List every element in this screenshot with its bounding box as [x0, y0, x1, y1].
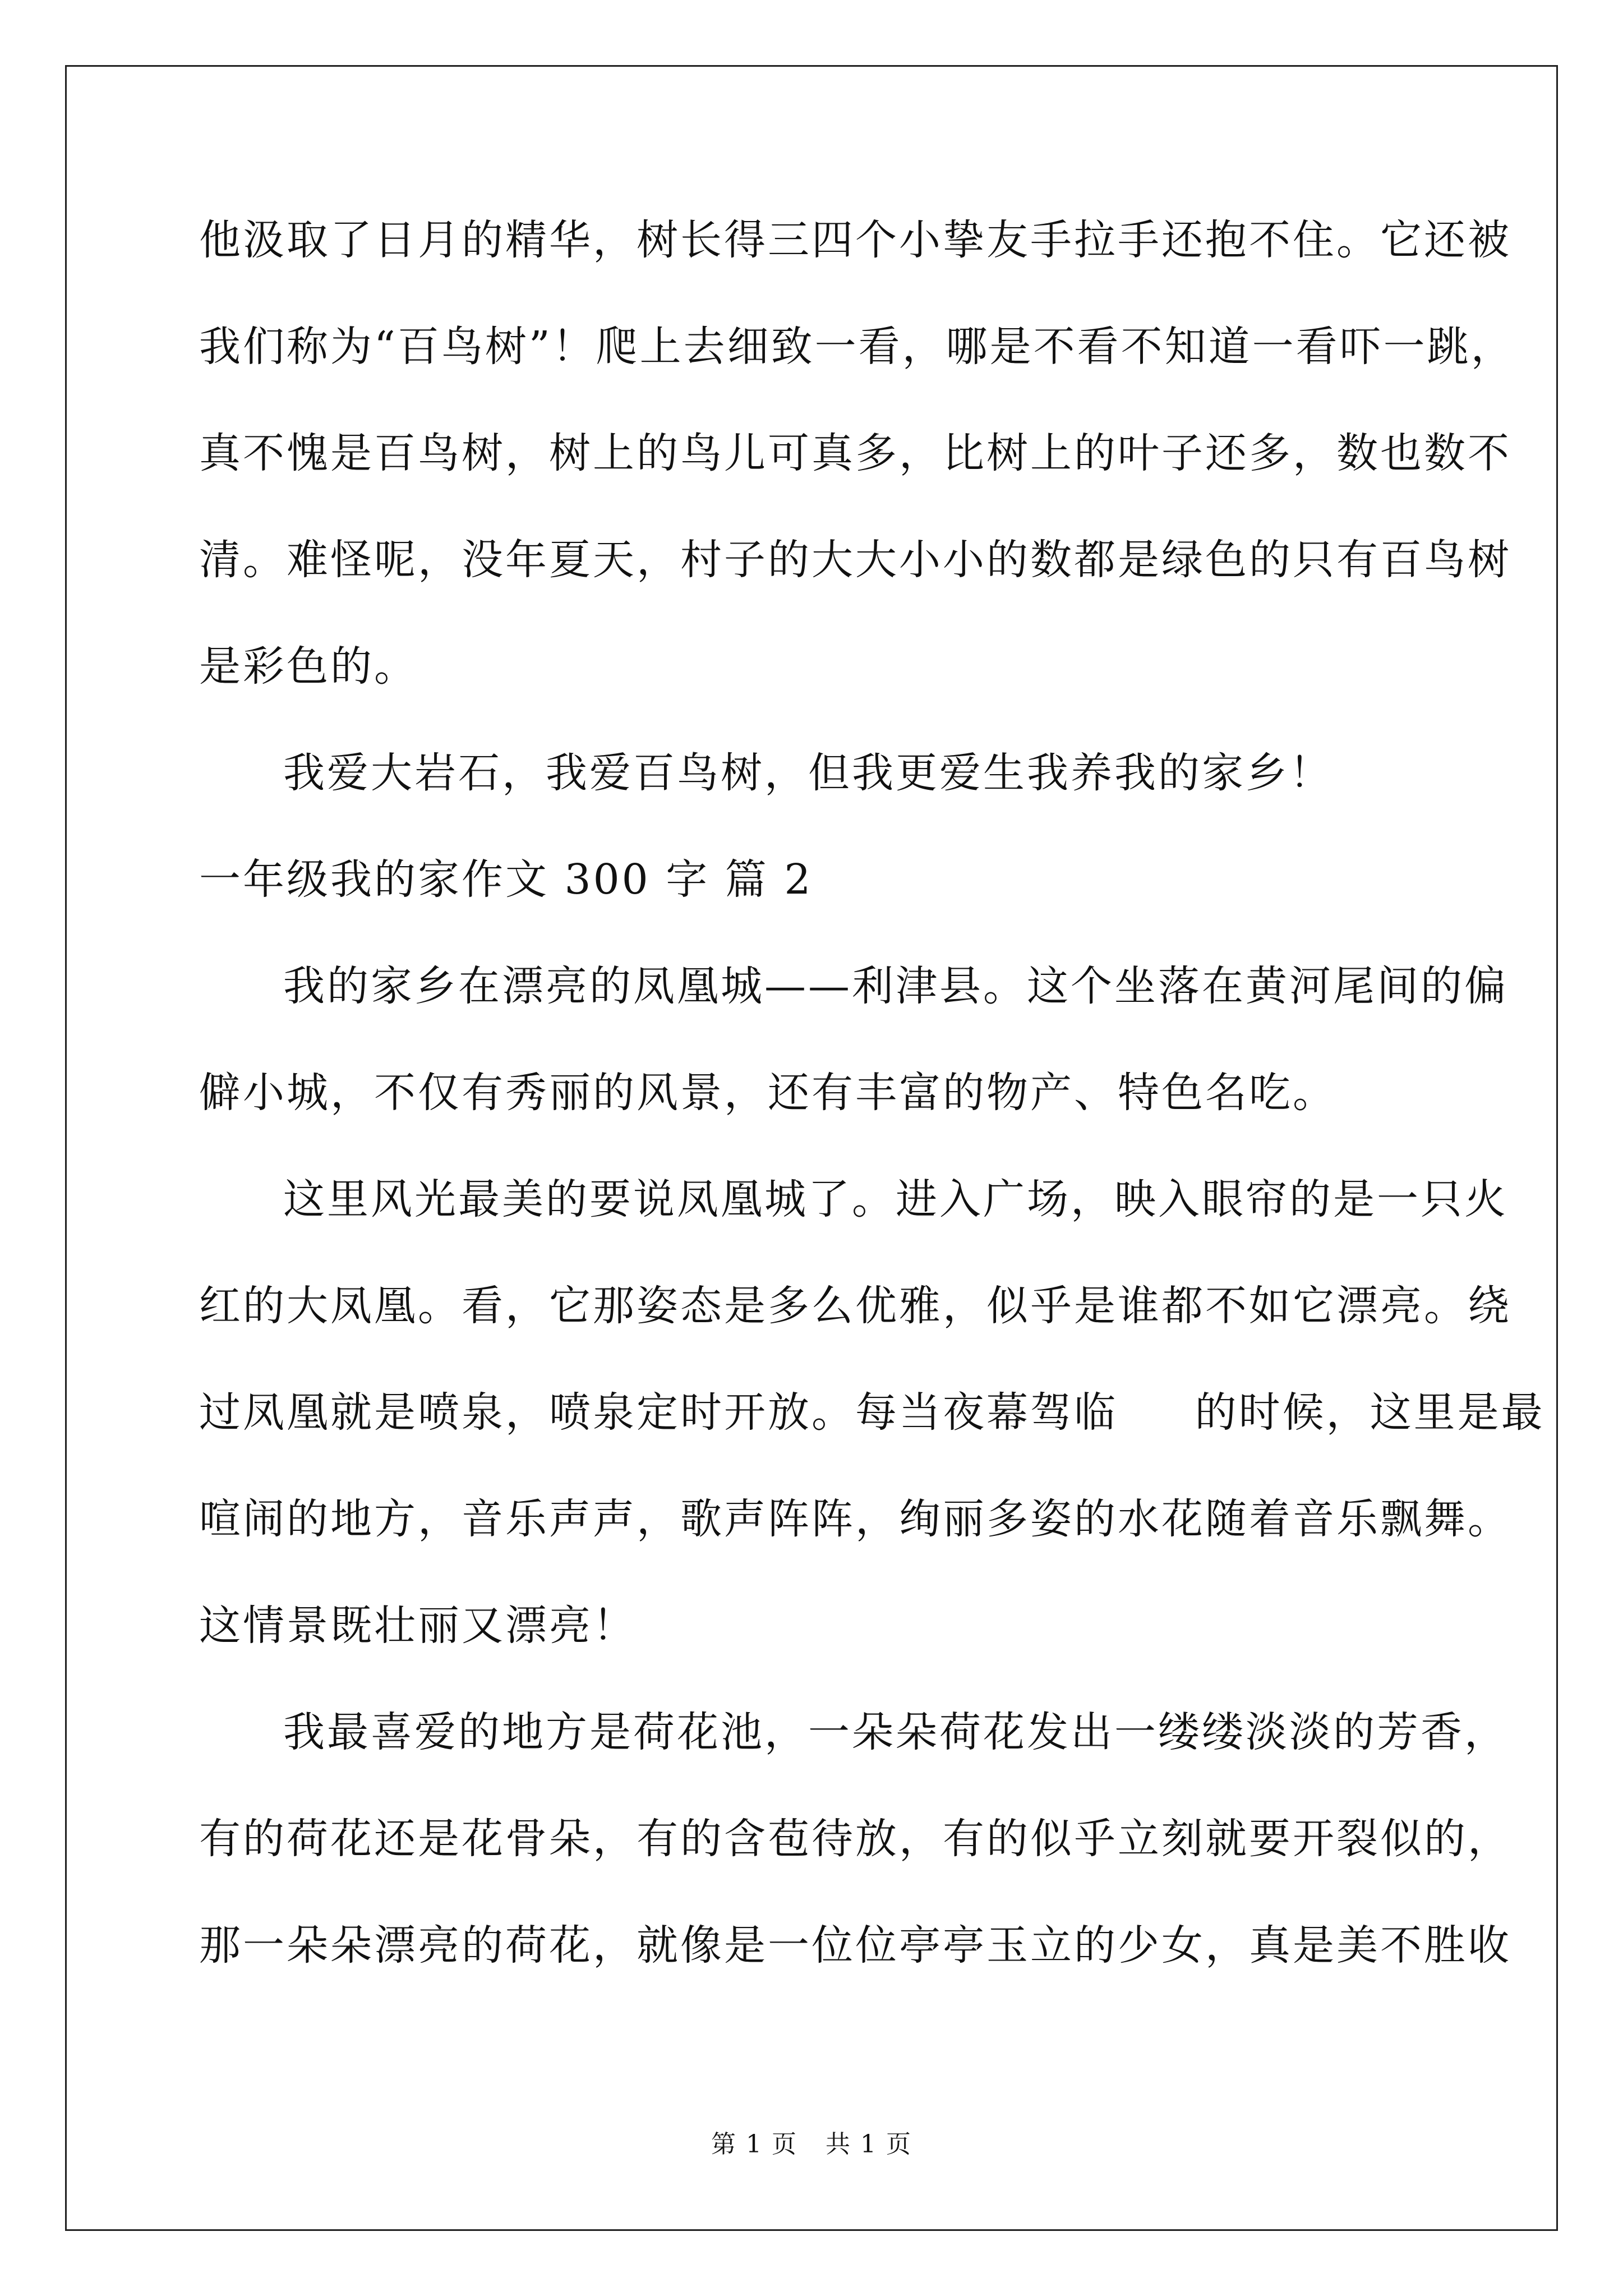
text-line: 红的大凤凰。看，它那姿态是多么优雅，似乎是谁都不如它漂亮。绕 [199, 1282, 1511, 1330]
paragraph-line: 我最喜爱的地方是荷花池，一朵朵荷花发出一缕缕淡淡的芳香， [283, 1708, 1508, 1756]
text-line: 过凤凰就是喷泉，喷泉定时开放。每当夜幕驾临 的时候，这里是最 [199, 1388, 1545, 1437]
section-heading: 一年级我的家作文 300 字 篇 2 [199, 855, 813, 904]
paragraph-line: 我爱大岩石，我爱百鸟树，但我更爱生我养我的家乡！ [283, 749, 1333, 797]
text-line: 僻小城，不仅有秀丽的风景，还有丰富的物产、特色名吃。 [199, 1069, 1336, 1117]
paragraph-line: 我的家乡在漂亮的凤凰城——利津县。这个坐落在黄河尾间的偏 [283, 962, 1508, 1010]
text-line: 喧闹的地方，音乐声声，歌声阵阵，绚丽多姿的水花随着音乐飘舞。 [199, 1495, 1511, 1543]
text-line: 有的荷花还是花骨朵，有的含苞待放，有的似乎立刻就要开裂似的， [199, 1815, 1511, 1863]
text-line: 是彩色的。 [199, 642, 418, 691]
page-footer [0, 2129, 1623, 2160]
page-number: 第 1 页 [711, 2130, 797, 2159]
text-line: 真不愧是百鸟树，树上的鸟儿可真多，比树上的叶子还多，数也数不 [199, 429, 1511, 477]
text-line: 他汲取了日月的精华，树长得三四个小挚友手拉手还抱不住。它还被 [199, 216, 1511, 264]
text-line: 这情景既壮丽又漂亮！ [199, 1602, 637, 1650]
page-count: 共 1 页 [826, 2130, 912, 2159]
text-line: 清。难怪呢，没年夏天，村子的大大小小的数都是绿色的只有百鸟树 [199, 536, 1511, 584]
text-line: 我们称为“百鸟树”！爬上去细致一看，哪是不看不知道一看吓一跳， [199, 323, 1515, 371]
page-border [65, 65, 1558, 2231]
paragraph-line: 这里风光最美的要说凤凰城了。进入广场，映入眼帘的是一只火 [283, 1175, 1508, 1223]
text-line: 那一朵朵漂亮的荷花，就像是一位位亭亭玉立的少女，真是美不胜收 [199, 1921, 1511, 1970]
